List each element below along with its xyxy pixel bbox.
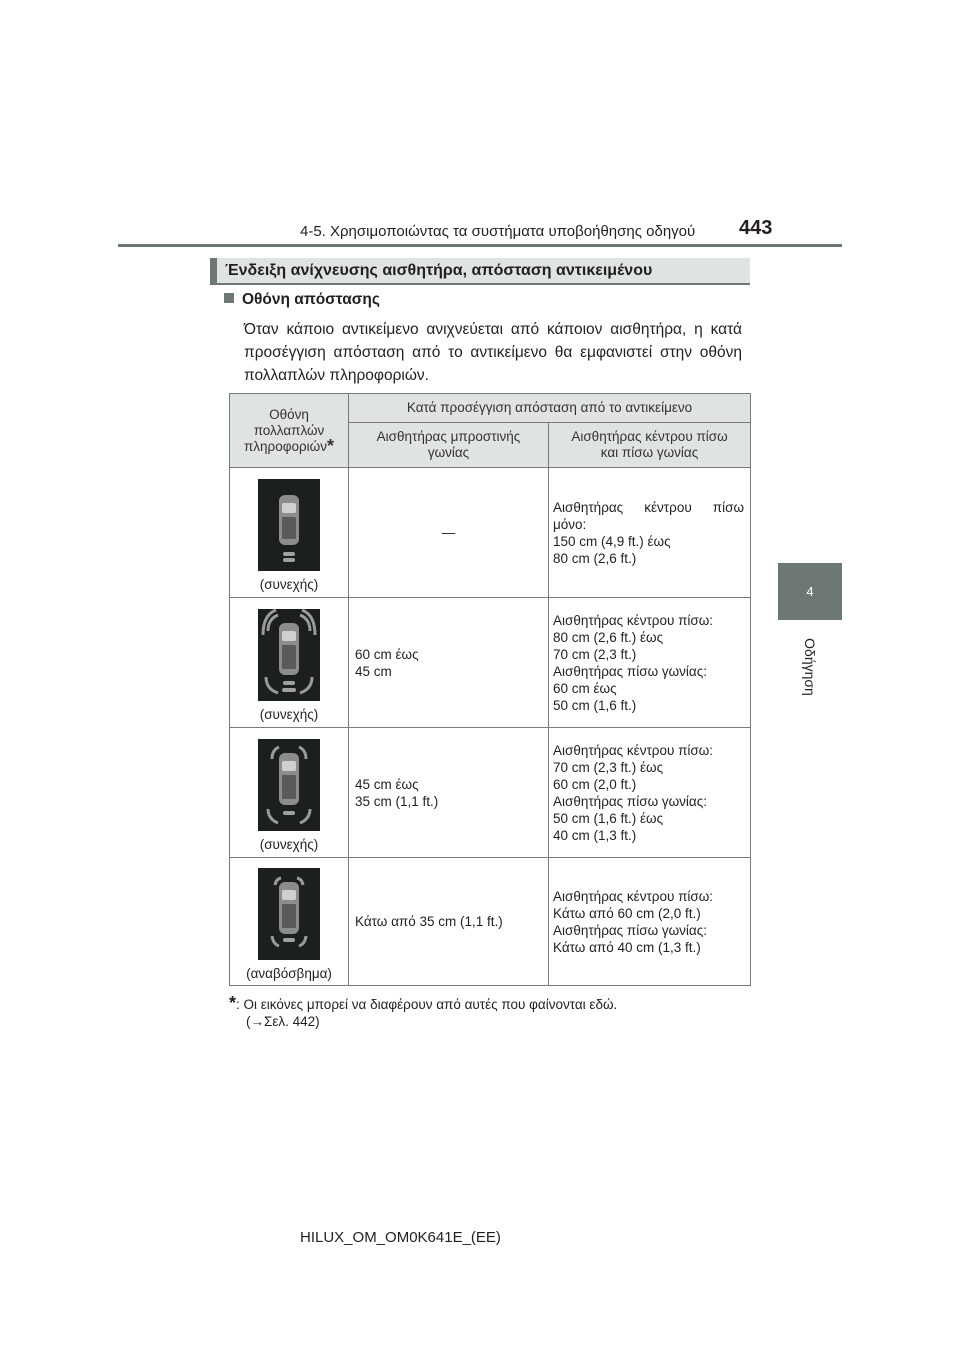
rear-sensor-cell xyxy=(549,598,751,728)
front-sensor-cell xyxy=(349,858,549,986)
header-rule xyxy=(118,244,842,247)
display-caption: (συνεχής) xyxy=(259,707,319,722)
header-front-line2: γωνίας xyxy=(427,445,470,460)
section-title: Ένδειξη ανίχνευσης αισθητήρα, απόσταση αντικειμένου xyxy=(225,262,653,279)
table-row xyxy=(230,858,751,986)
chapter-tab-label: Οδήγηση xyxy=(802,638,818,696)
front-sensor-cell xyxy=(349,468,549,598)
section-title-bar xyxy=(210,258,750,285)
rear-line: Κάτω από 40 cm (1,3 ft.) xyxy=(553,939,701,955)
subsection-title-text: Οθόνη απόστασης xyxy=(242,291,380,308)
intro-paragraph: Όταν κάποιο αντικείμενο ανιχνεύεται από κάποιον αισθητήρα, η κατά προσέγγιση απόσταση από το αντικείμενο θα εμφανιστεί στην οθόνη πολλαπλών πληροφοριών. xyxy=(244,321,742,384)
header-display-line3-text: πληροφοριών xyxy=(243,438,327,454)
front-line: 35 cm (1,1 ft.) xyxy=(355,793,439,809)
display-cell xyxy=(230,728,349,858)
rear-line: 70 cm (2,3 ft.) xyxy=(553,646,637,662)
rear-line: Αισθητήρας πίσω γωνίας: xyxy=(553,793,707,809)
page-number: 443 xyxy=(739,217,773,239)
rear-line: Αισθητήρας κέντρου πίσω xyxy=(553,499,744,515)
front-value: — xyxy=(441,525,456,540)
subsection-title xyxy=(224,291,380,309)
front-sensor-cell xyxy=(349,728,549,858)
document-code: HILUX_OM_OM0K641E_(EE) xyxy=(300,1229,501,1246)
display-cell xyxy=(230,468,349,598)
rear-line: Αισθητήρας κέντρου πίσω: xyxy=(553,742,714,758)
table-row xyxy=(230,598,751,728)
header-rear-line1: Αισθητήρας κέντρου πίσω xyxy=(571,429,728,444)
header-rear-sensor xyxy=(549,423,751,468)
rear-line: 50 cm (1,6 ft.) έως xyxy=(553,810,664,826)
header-display-line1: Οθόνη xyxy=(269,406,309,422)
chapter-tab-number: 4 xyxy=(806,584,814,599)
rear-sensor-cell xyxy=(549,468,751,598)
rear-line: Αισθητήρας κέντρου πίσω: xyxy=(553,888,714,904)
chapter-tab xyxy=(778,563,842,620)
header-front-sensor xyxy=(349,423,549,468)
rear-line: 60 cm (2,0 ft.) xyxy=(553,776,637,792)
all-sensors-display-icon xyxy=(258,609,320,701)
front-line: 45 cm έως xyxy=(355,776,419,792)
rear-sensor-cell xyxy=(549,728,751,858)
footnote-star: * xyxy=(229,993,237,1013)
rear-line: Κάτω από 60 cm (2,0 ft.) xyxy=(553,905,701,921)
display-caption: (αναβόσβημα) xyxy=(246,966,332,981)
footnote xyxy=(229,994,617,1014)
rear-line: μόνο: xyxy=(553,516,587,532)
footnote-text: : Οι εικόνες μπορεί να διαφέρουν από αυτές που φαίνονται εδώ. xyxy=(236,997,618,1012)
header-rear-line2: και πίσω γωνίας xyxy=(600,445,699,460)
display-cell xyxy=(230,598,349,728)
front-line: 60 cm έως xyxy=(355,646,419,662)
table-row xyxy=(230,728,751,858)
display-cell xyxy=(230,858,349,986)
rear-line: Αισθητήρας πίσω γωνίας: xyxy=(553,663,707,679)
section-title-accent xyxy=(210,258,217,283)
footnote-marker: * xyxy=(326,435,334,456)
distance-table xyxy=(229,393,751,986)
rear-line: 70 cm (2,3 ft.) έως xyxy=(553,759,664,775)
square-bullet-icon xyxy=(224,293,234,303)
header-distance: Κατά προσέγγιση απόσταση από το αντικείμενο xyxy=(349,394,751,423)
display-caption: (συνεχής) xyxy=(259,577,319,592)
rear-line: 40 cm (1,3 ft.) xyxy=(553,827,637,843)
front-line: Κάτω από 35 cm (1,1 ft.) xyxy=(355,914,503,929)
rear-line: 50 cm (1,6 ft.) xyxy=(553,697,637,713)
rear-line: 60 cm έως xyxy=(553,680,617,696)
header-display-line3 xyxy=(230,435,348,456)
display-caption: (συνεχής) xyxy=(259,837,319,852)
rear-line: Αισθητήρας πίσω γωνίας: xyxy=(553,922,707,938)
rear-center-sensor-display-icon xyxy=(258,479,320,571)
rear-line: 80 cm (2,6 ft.) xyxy=(553,550,637,566)
header-display-line2: πολλαπλών xyxy=(253,422,325,438)
chapter-header: 4-5. Χρησιμοποιώντας τα συστήματα υποβοήθησης οδηγού xyxy=(300,223,696,240)
header-front-line1: Αισθητήρας μπροστινής xyxy=(376,429,521,444)
rear-sensor-cell xyxy=(549,858,751,986)
front-sensor-cell xyxy=(349,598,549,728)
very-close-sensors-display-icon xyxy=(258,868,320,960)
chapter-tab-label-box xyxy=(780,627,840,707)
rear-line: 80 cm (2,6 ft.) έως xyxy=(553,629,664,645)
rear-line: 150 cm (4,9 ft.) έως xyxy=(553,533,671,549)
footnote-page-ref[interactable]: (→Σελ. 442) xyxy=(246,1014,320,1029)
rear-line: Αισθητήρας κέντρου πίσω: xyxy=(553,612,714,628)
header-display xyxy=(230,394,349,468)
close-sensors-display-icon xyxy=(258,739,320,831)
table-row xyxy=(230,468,751,598)
front-line: 45 cm xyxy=(355,663,392,679)
